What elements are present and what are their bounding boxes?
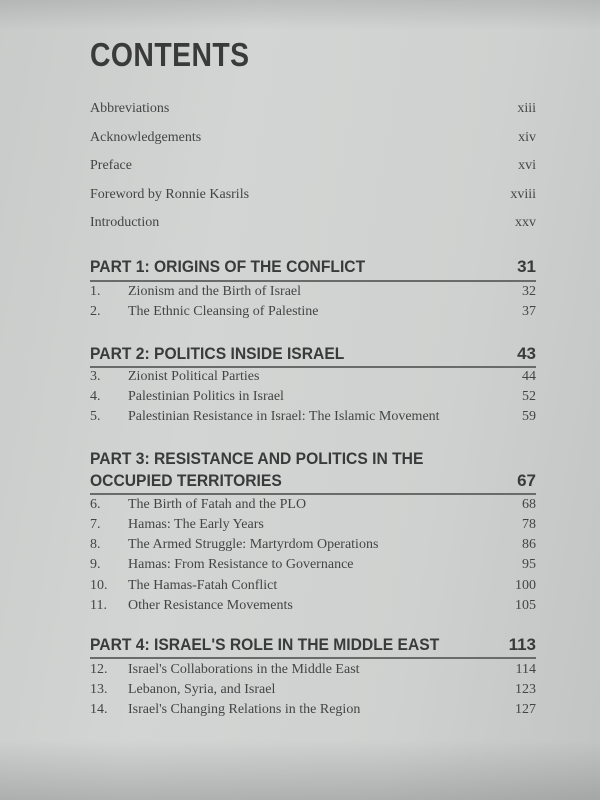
part-heading [90, 256, 536, 278]
divider [90, 280, 536, 282]
chapter-number: 2. [90, 304, 101, 319]
entry-page: xvi [518, 158, 536, 173]
bottom-shadow [0, 740, 600, 800]
top-shadow [0, 0, 600, 30]
entry-label: Preface [90, 158, 132, 173]
chapter-entry [90, 389, 536, 409]
chapter-title: Zionism and the Birth of Israel [128, 284, 302, 299]
front-matter-entry [90, 215, 536, 235]
chapter-entry [90, 304, 536, 324]
chapter-number: 8. [90, 537, 101, 552]
divider [90, 657, 536, 659]
part-page: 43 [517, 344, 536, 363]
chapter-page: 32 [522, 284, 536, 299]
chapter-title: The Ethnic Cleansing of Palestine [128, 304, 319, 319]
chapter-page: 114 [515, 662, 536, 677]
chapter-number: 10. [90, 578, 108, 593]
chapter-number: 7. [90, 517, 101, 532]
front-matter-entry [90, 158, 536, 178]
chapter-title: Israel's Collaborations in the Middle East [128, 662, 360, 677]
part-page: 31 [517, 257, 536, 276]
chapter-title: Zionist Political Parties [128, 369, 260, 384]
chapter-entry [90, 284, 536, 304]
chapter-title: The Armed Struggle: Martyrdom Operations [128, 537, 379, 552]
entry-label: Abbreviations [90, 101, 170, 116]
chapter-entry [90, 662, 536, 682]
part-heading [90, 634, 536, 656]
chapter-title: The Birth of Fatah and the PLO [128, 497, 307, 512]
chapter-page: 86 [522, 537, 536, 552]
chapter-number: 11. [90, 598, 107, 613]
chapter-title: Palestinian Politics in Israel [128, 389, 284, 404]
front-matter-entry [90, 187, 536, 207]
chapter-number: 9. [90, 557, 101, 572]
chapter-entry [90, 537, 536, 557]
entry-page: xxv [515, 215, 536, 230]
part-page: 67 [517, 471, 536, 490]
chapter-page: 37 [522, 304, 536, 319]
part-page: 113 [508, 635, 536, 654]
chapter-title: Hamas: The Early Years [128, 517, 264, 532]
chapter-title: Lebanon, Syria, and Israel [128, 682, 276, 697]
chapter-entry [90, 682, 536, 702]
chapter-entry [90, 497, 536, 517]
chapter-page: 105 [515, 598, 536, 613]
chapter-page: 95 [522, 557, 536, 572]
chapter-number: 3. [90, 369, 101, 384]
chapter-page: 68 [522, 497, 536, 512]
part-title: PART 2: POLITICS INSIDE ISRAEL [90, 344, 345, 363]
chapter-page: 52 [522, 389, 536, 404]
chapter-entry [90, 578, 536, 598]
chapter-number: 14. [90, 702, 108, 717]
page-title: CONTENTS [90, 36, 250, 73]
entry-page: xviii [510, 187, 536, 202]
chapter-title: Israel's Changing Relations in the Region [128, 702, 361, 717]
chapter-page: 100 [515, 578, 536, 593]
chapter-page: 127 [515, 702, 536, 717]
chapter-number: 4. [90, 389, 101, 404]
chapter-page: 123 [515, 682, 536, 697]
front-matter-entry [90, 101, 536, 121]
divider [90, 493, 536, 495]
chapter-title: Other Resistance Movements [128, 598, 293, 613]
part-title: PART 4: ISRAEL'S ROLE IN THE MIDDLE EAST [90, 635, 440, 654]
front-matter-entry [90, 130, 536, 150]
chapter-title: The Hamas-Fatah Conflict [128, 578, 278, 593]
entry-page: xiv [518, 130, 536, 145]
divider [90, 366, 536, 368]
chapter-number: 1. [90, 284, 101, 299]
chapter-number: 12. [90, 662, 108, 677]
chapter-page: 78 [522, 517, 536, 532]
chapter-entry [90, 557, 536, 577]
part-title: PART 3: RESISTANCE AND POLITICS IN THE OCCUPIED TERRITORIES [90, 449, 424, 490]
chapter-number: 13. [90, 682, 108, 697]
chapter-entry [90, 702, 536, 722]
chapter-entry [90, 409, 536, 429]
part-title: PART 1: ORIGINS OF THE CONFLICT [90, 257, 366, 276]
chapter-number: 6. [90, 497, 101, 512]
chapter-page: 59 [522, 409, 536, 424]
chapter-entry [90, 517, 536, 537]
part-heading [90, 448, 536, 492]
chapter-page: 44 [522, 369, 536, 384]
chapter-entry [90, 598, 536, 618]
chapter-title: Hamas: From Resistance to Governance [128, 557, 354, 572]
chapter-title: Palestinian Resistance in Israel: The Islamic Movement [128, 409, 440, 424]
chapter-entry [90, 369, 536, 389]
entry-page: xiii [517, 101, 536, 116]
entry-label: Acknowledgements [90, 130, 202, 145]
entry-label: Introduction [90, 215, 160, 230]
entry-label: Foreword by Ronnie Kasrils [90, 187, 250, 202]
chapter-number: 5. [90, 409, 101, 424]
part-heading [90, 343, 536, 365]
